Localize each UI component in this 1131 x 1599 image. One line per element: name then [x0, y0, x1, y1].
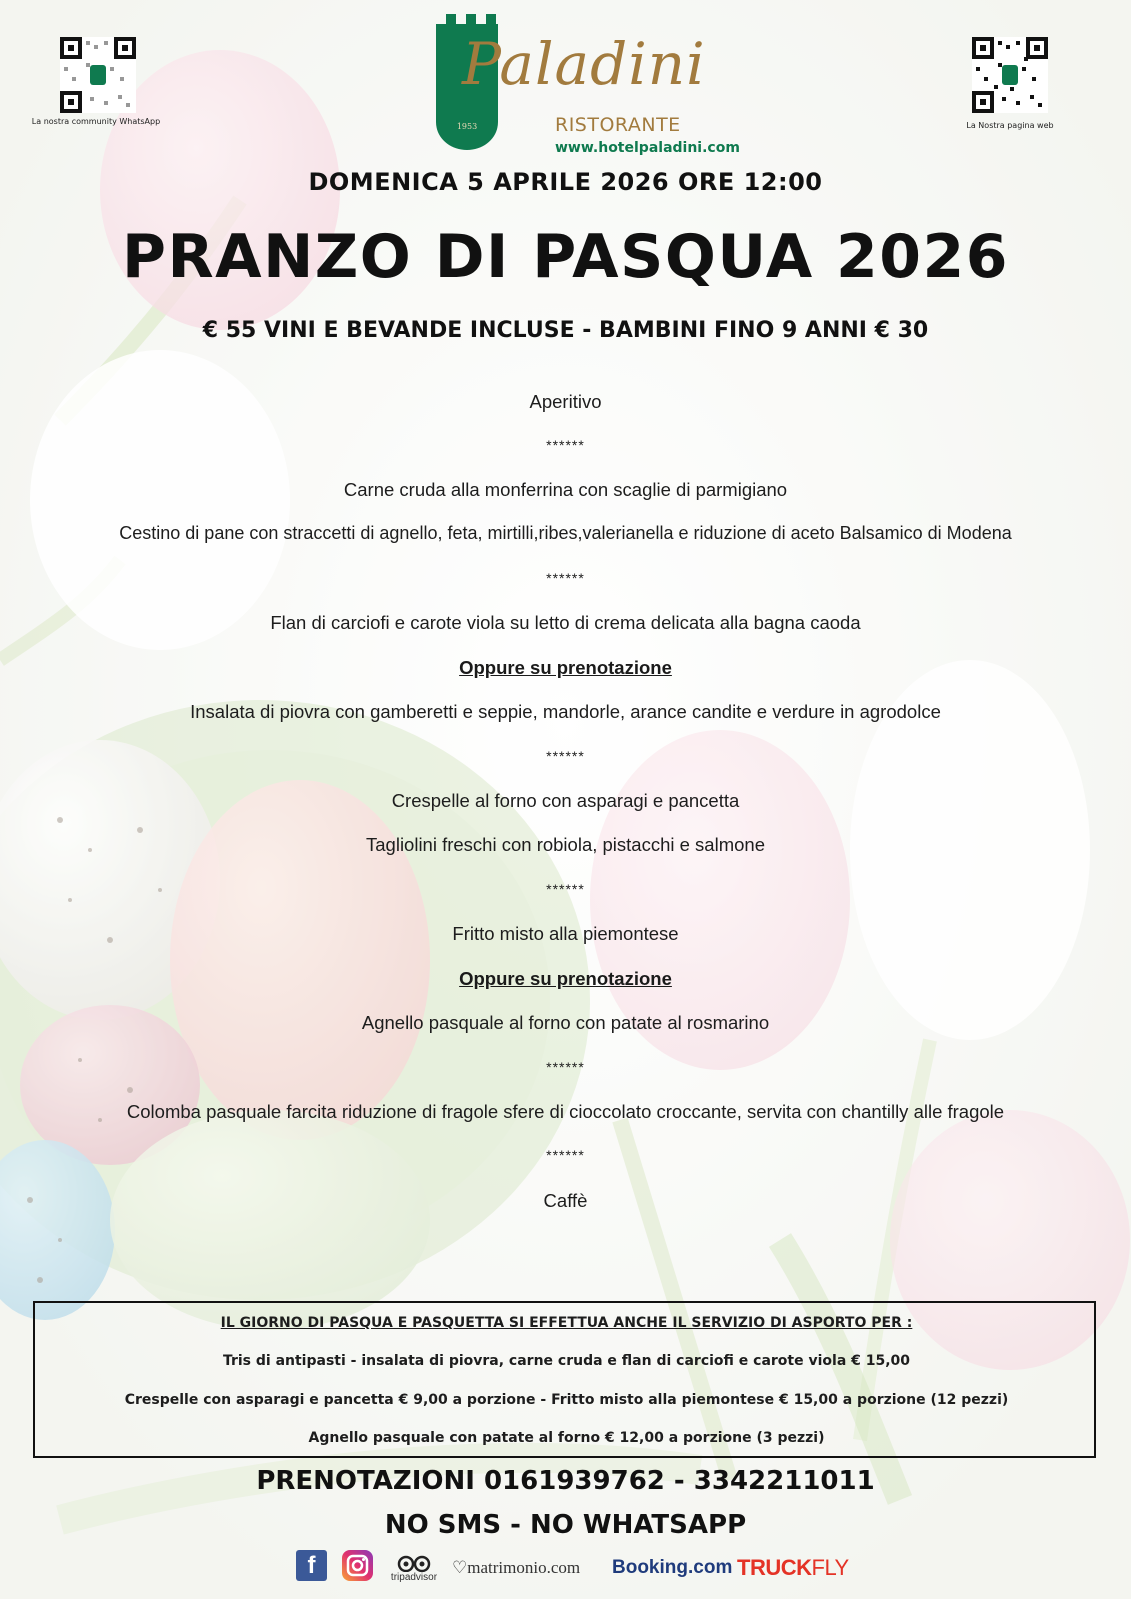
- page-title: PRANZO DI PASQUA 2026: [121, 222, 1010, 292]
- takeaway-line: Tris di antipasti - insalata di piovra, carne cruda e flan di carciofi e carote viola € 15,00: [222, 1353, 911, 1369]
- menu-insalata: Insalata di piovra con gamberetti e seppie, mandorle, arance candite e verdure in agrodolce: [190, 701, 941, 722]
- reservation-phone[interactable]: PRENOTAZIONI 0161939762 - 3342211011: [256, 1466, 875, 1496]
- menu-separator: ******: [546, 437, 585, 453]
- menu-secondo-1: Fritto misto alla piemontese: [452, 923, 679, 944]
- menu-secondo-2: Agnello pasquale al forno con patate al rosmarino: [361, 1012, 770, 1033]
- menu-antipasto-1: Carne cruda alla monferrina con scaglie di parmigiano: [343, 479, 788, 500]
- menu-caffe: Caffè: [543, 1190, 588, 1211]
- menu-antipasto-2: Cestino di pane con straccetti di agnello, feta, mirtilli,ribes,valerianella e riduzione di aceto Balsamico di Modena: [119, 523, 1012, 543]
- logo-year: 1953: [456, 122, 478, 131]
- menu-primo-2: Tagliolini freschi con robiola, pistacchi e salmone: [366, 834, 765, 855]
- tripadvisor-logo[interactable]: [384, 1550, 444, 1586]
- menu-separator: ******: [546, 748, 585, 764]
- event-date: DOMENICA 5 APRILE 2026 ORE 12:00: [308, 168, 823, 196]
- no-sms-notice: NO SMS - NO WHATSAPP: [384, 1510, 747, 1540]
- menu-separator: ******: [546, 1147, 585, 1163]
- takeaway-box: [33, 1301, 1096, 1458]
- price-line: € 55 VINI E BEVANDE INCLUSE - BAMBINI FINO 9 ANNI € 30: [202, 318, 929, 343]
- tripadvisor-label: tripadvisor: [390, 1571, 438, 1583]
- tripadvisor-owl-icon: [397, 1554, 431, 1572]
- qr-caption-website: La Nostra pagina web: [966, 121, 1054, 130]
- qr-caption-whatsapp: La nostra community WhatsApp: [31, 117, 161, 126]
- logo-subtitle: RISTORANTE: [555, 114, 681, 136]
- qr-code-website[interactable]: [972, 37, 1048, 113]
- truckfly-logo[interactable]: [737, 1550, 849, 1586]
- takeaway-line: Crespelle con asparagi e pancetta € 9,00 a porzione - Fritto misto alla piemontese € 15,00 a porzione (12 pezzi): [124, 1392, 1009, 1408]
- qr-code-icon: [972, 37, 1048, 113]
- takeaway-heading: IL GIORNO DI PASQUA E PASQUETTA SI EFFETTUA ANCHE IL SERVIZIO DI ASPORTO PER :: [220, 1315, 913, 1331]
- menu-primo-1: Crespelle al forno con asparagi e pancetta: [391, 790, 740, 811]
- menu-separator: ******: [546, 570, 585, 586]
- logo-brand-name: Paladini: [462, 30, 706, 98]
- menu-alternative-label: Oppure su prenotazione: [459, 657, 672, 678]
- qr-code-whatsapp[interactable]: [60, 37, 136, 113]
- takeaway-line: Agnello pasquale con patate al forno € 12,00 a porzione (3 pezzi): [308, 1430, 825, 1446]
- menu-separator: ******: [546, 881, 585, 897]
- menu-dolce: Colomba pasquale farcita riduzione di fragole sfere di cioccolato croccante, servita con chantilly alle fragole: [126, 1101, 1005, 1122]
- qr-code-icon: [60, 37, 136, 113]
- booking-logo[interactable]: Booking.com: [612, 1557, 733, 1578]
- menu-aperitivo: Aperitivo: [529, 391, 602, 412]
- truckfly-label-a: TRUCK: [737, 1555, 812, 1580]
- truckfly-label-b: FLY: [811, 1555, 849, 1580]
- facebook-icon[interactable]: f: [296, 1550, 327, 1581]
- matrimonio-logo[interactable]: ♡matrimonio.com: [452, 1558, 581, 1577]
- menu-flan: Flan di carciofi e carote viola su letto di crema delicata alla bagna caoda: [270, 612, 861, 633]
- menu-alternative-label: Oppure su prenotazione: [459, 968, 672, 989]
- instagram-icon[interactable]: [342, 1550, 373, 1581]
- menu-separator: ******: [546, 1059, 585, 1075]
- instagram-glyph-icon: [342, 1550, 373, 1581]
- website-link[interactable]: www.hotelpaladini.com: [555, 140, 740, 156]
